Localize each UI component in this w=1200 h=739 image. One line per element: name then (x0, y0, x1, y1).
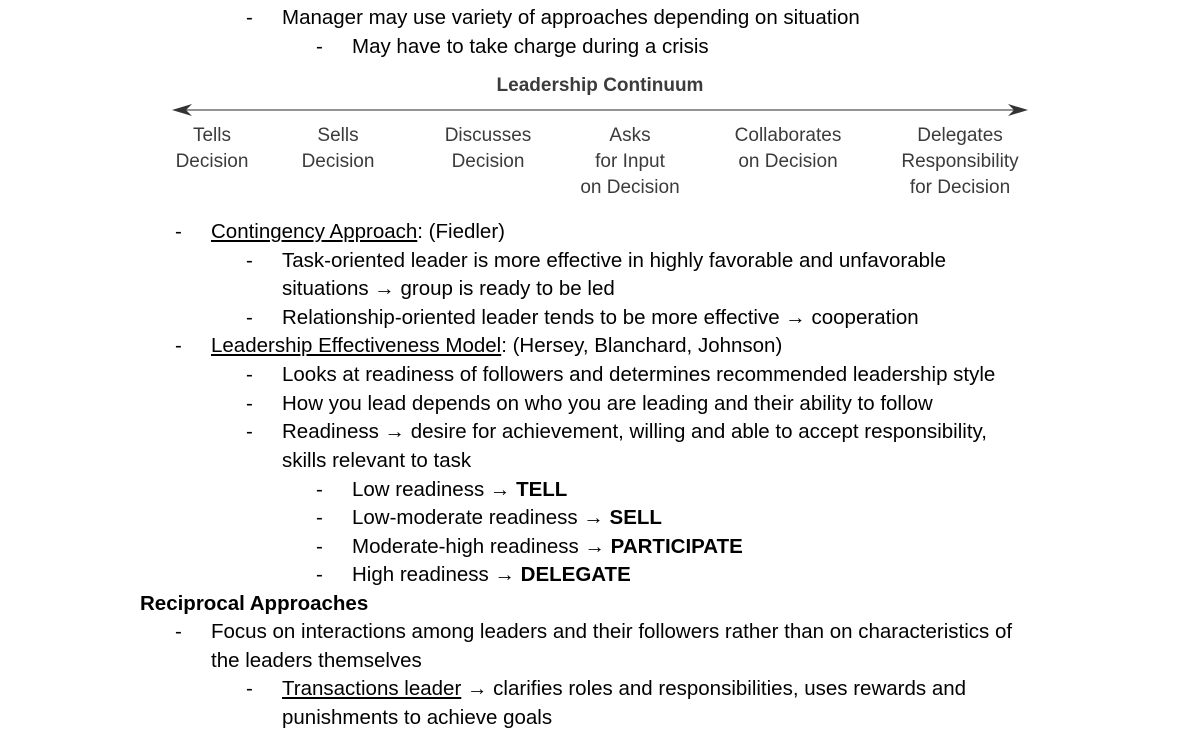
readiness-level-item: High readiness → DELEGATE (352, 563, 631, 586)
term-contingency-approach: Contingency Approach (211, 220, 418, 243)
bullet-dash: - (246, 392, 253, 415)
term-transactions-leader: Transactions leader (282, 677, 462, 700)
bullet-dash: - (246, 677, 253, 700)
style-participate: PARTICIPATE (610, 535, 743, 558)
list-item: Looks at readiness of followers and determines recommended leadership style (282, 363, 996, 386)
style-tell: TELL (516, 478, 568, 501)
style-delegate: DELEGATE (520, 563, 631, 586)
term-leadership-effectiveness-model: Leadership Effectiveness Model (211, 334, 502, 357)
figure-title: Leadership Continuum (496, 75, 704, 96)
list-item-continuation: situations → group is ready to be led (282, 277, 615, 300)
bullet-dash: - (175, 334, 182, 357)
continuum-label-discusses: Discusses Decision (444, 125, 532, 172)
readiness-level-item: Moderate-high readiness → PARTICIPATE (352, 535, 743, 558)
bullet-dash: - (246, 6, 253, 29)
continuum-label-delegates: Delegates Responsibility for Decision (901, 125, 1019, 198)
list-item-transactions: Transactions leader → clarifies roles and responsibilities, uses rewards and (282, 677, 967, 700)
list-item: Readiness → desire for achievement, willing and able to accept responsibility, (282, 420, 987, 443)
list-item-lem: Leadership Effectiveness Model: (Hersey, Blanchard, Johnson) (211, 334, 783, 357)
list-item: May have to take charge during a crisis (352, 35, 709, 58)
continuum-label-sells: Sells Decision (301, 125, 375, 172)
list-item-continuation: the leaders themselves (211, 649, 422, 672)
continuum-label-asks: Asks for Input on Decision (580, 125, 680, 198)
bullet-dash: - (316, 535, 323, 558)
list-item: Relationship-oriented leader tends to be more effective → cooperation (282, 306, 919, 329)
bullet-dash: - (246, 249, 253, 272)
bullet-dash: - (246, 363, 253, 386)
bullet-dash: - (316, 478, 323, 501)
list-item: Task-oriented leader is more effective in highly favorable and unfavorable (282, 249, 946, 272)
section-heading-reciprocal: Reciprocal Approaches (140, 592, 369, 615)
style-sell: SELL (609, 506, 662, 529)
readiness-level-item: Low-moderate readiness → SELL (352, 506, 662, 529)
list-item-continuation: punishments to achieve goals (282, 706, 553, 729)
bullet-dash: - (316, 506, 323, 529)
continuum-label-tells: Tells Decision (175, 125, 249, 172)
list-item: Manager may use variety of approaches depending on situation (282, 6, 860, 29)
continuum-label-collaborates: Collaborates on Decision (734, 125, 842, 172)
readiness-level-item: Low readiness → TELL (352, 478, 568, 501)
list-item-contingency: Contingency Approach: (Fiedler) (211, 220, 505, 243)
list-item: How you lead depends on who you are leading and their ability to follow (282, 392, 933, 415)
bullet-dash: - (246, 420, 253, 443)
bullet-dash: - (316, 35, 323, 58)
bullet-dash: - (175, 220, 182, 243)
bullet-dash: - (246, 306, 253, 329)
list-item: Focus on interactions among leaders and their followers rather than on characteristics of (211, 620, 1013, 643)
list-item-continuation: skills relevant to task (282, 449, 472, 472)
bullet-dash: - (175, 620, 182, 643)
leadership-continuum-figure (170, 72, 1030, 207)
bullet-dash: - (316, 563, 323, 586)
